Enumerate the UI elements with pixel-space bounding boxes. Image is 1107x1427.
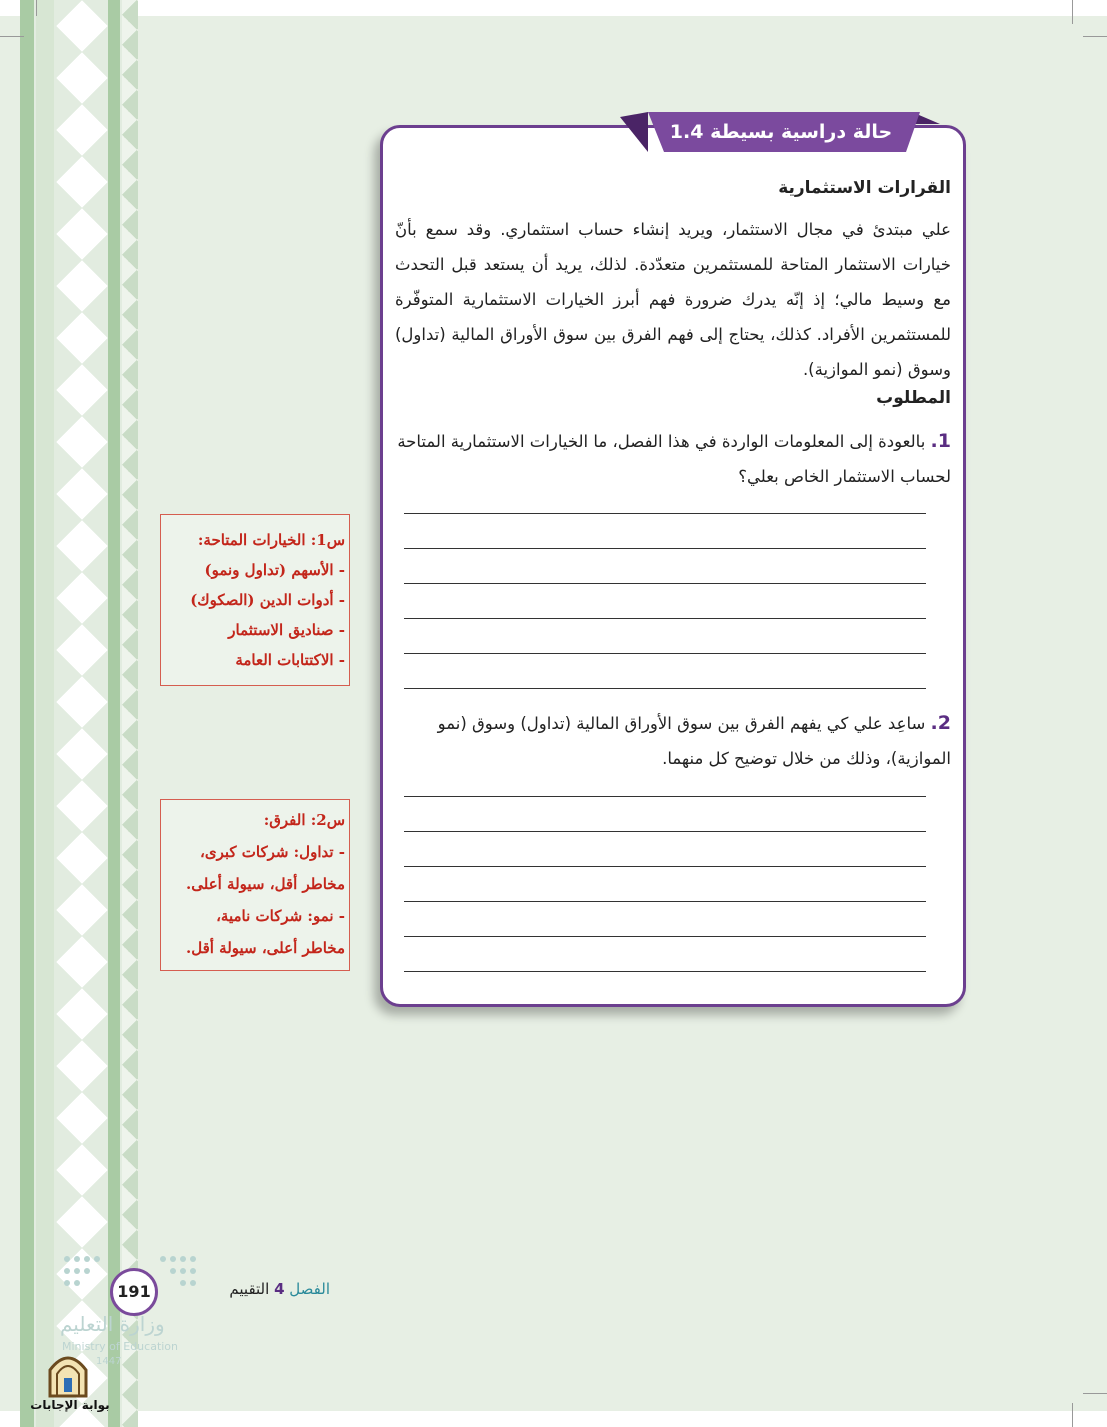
side-stripe: [20, 0, 34, 1427]
crop-mark: [1083, 36, 1107, 37]
answer-line-text: - الاكتتابات العامة: [235, 651, 345, 669]
ministry-name-en: Ministry of Education: [62, 1340, 179, 1353]
case-study-banner: [620, 112, 940, 152]
ministry-name-ar: وزارة التعليم: [60, 1312, 165, 1336]
question-text: ساعِد علي كي يفهم الفرق بين سوق الأوراق المالية (تداول) وسوق (نمو الموازية)، وذلك من خلال توضيح كل منهما.: [437, 714, 951, 768]
answer-line[interactable]: [404, 936, 926, 937]
case-study-title: حالة دراسية بسيطة 1.4: [669, 121, 893, 143]
case-heading: القرارات الاستثمارية: [778, 178, 951, 198]
answer-line-text: - أدوات الدين (الصكوك): [190, 591, 345, 609]
chapter-footer: [190, 1280, 330, 1306]
question-1: [395, 424, 951, 494]
diamond-pattern: [56, 0, 108, 1427]
handwritten-answer-q2: [160, 799, 350, 971]
side-stripe: [36, 0, 54, 1427]
answer-line[interactable]: [404, 688, 926, 689]
answer-line[interactable]: [404, 618, 926, 619]
question-number: 1.: [930, 430, 951, 452]
answer-line-text: س1: الخيارات المتاحة:: [197, 531, 345, 549]
answer-line[interactable]: [404, 653, 926, 654]
diamond-pattern: [122, 0, 138, 1427]
answer-line-text: مخاطر أقل، سيولة أعلى.: [186, 875, 345, 893]
handwritten-answer-q1: [160, 514, 350, 686]
ministry-year: 1447: [96, 1356, 122, 1367]
answer-line[interactable]: [404, 866, 926, 867]
answers-portal-label: بوابة الإجابات: [30, 1398, 110, 1412]
crop-mark: [1072, 0, 1073, 24]
answer-line[interactable]: [404, 971, 926, 972]
answer-line-text: - الأسهم (تداول ونمو): [204, 561, 345, 579]
question-text: بالعودة إلى المعلومات الواردة في هذا الفصل، ما الخيارات الاستثمارية المتاحة لحساب الاستثمار الخاص بعلي؟: [397, 432, 951, 486]
case-paragraph: علي مبتدئ في مجال الاستثمار، ويريد إنشاء حساب استثماري. وقد سمع بأنّ خيارات الاستثمار المتاحة للمستثمرين متعدّدة. لذلك، يريد أن يستعد قبل التحدث مع وسيط مالي؛ إذ إنّه يدرك ضرورة فهم أبرز الخيارات الاستثمارية المتوفّرة للمستثمرين الأفراد. كذلك، يحتاج إلى فهم الفرق بين سوق الأوراق المالية (تداول) وسوق (نمو الموازية).: [395, 220, 951, 379]
answer-line-text: مخاطر أعلى، سيولة أقل.: [186, 939, 345, 957]
answer-line-text: - نمو: شركات نامية،: [216, 907, 345, 925]
crop-mark: [0, 36, 24, 37]
answer-line[interactable]: [404, 548, 926, 549]
answer-line[interactable]: [404, 513, 926, 514]
chapter-number: 4: [274, 1280, 285, 1298]
crop-mark: [1083, 1393, 1107, 1394]
decorative-side-band: [20, 0, 138, 1427]
question-2: [395, 706, 951, 776]
requirement-heading: المطلوب: [876, 388, 951, 408]
crop-mark: [36, 0, 37, 16]
answer-line-text: س2: الفرق:: [263, 811, 345, 829]
answer-line[interactable]: [404, 583, 926, 584]
answers-portal-logo-icon: [46, 1350, 90, 1398]
chapter-label: الفصل: [289, 1280, 330, 1298]
question-number: 2.: [930, 712, 951, 734]
answer-line-text: - تداول: شركات كبرى،: [200, 843, 345, 861]
answer-line[interactable]: [404, 901, 926, 902]
crop-mark: [1072, 1403, 1073, 1427]
answer-line-text: - صناديق الاستثمار: [228, 621, 345, 639]
answer-line[interactable]: [404, 831, 926, 832]
answer-line[interactable]: [404, 796, 926, 797]
section-label: التقييم: [229, 1280, 270, 1298]
side-stripe: [108, 0, 120, 1427]
page-number: 191: [110, 1268, 158, 1316]
